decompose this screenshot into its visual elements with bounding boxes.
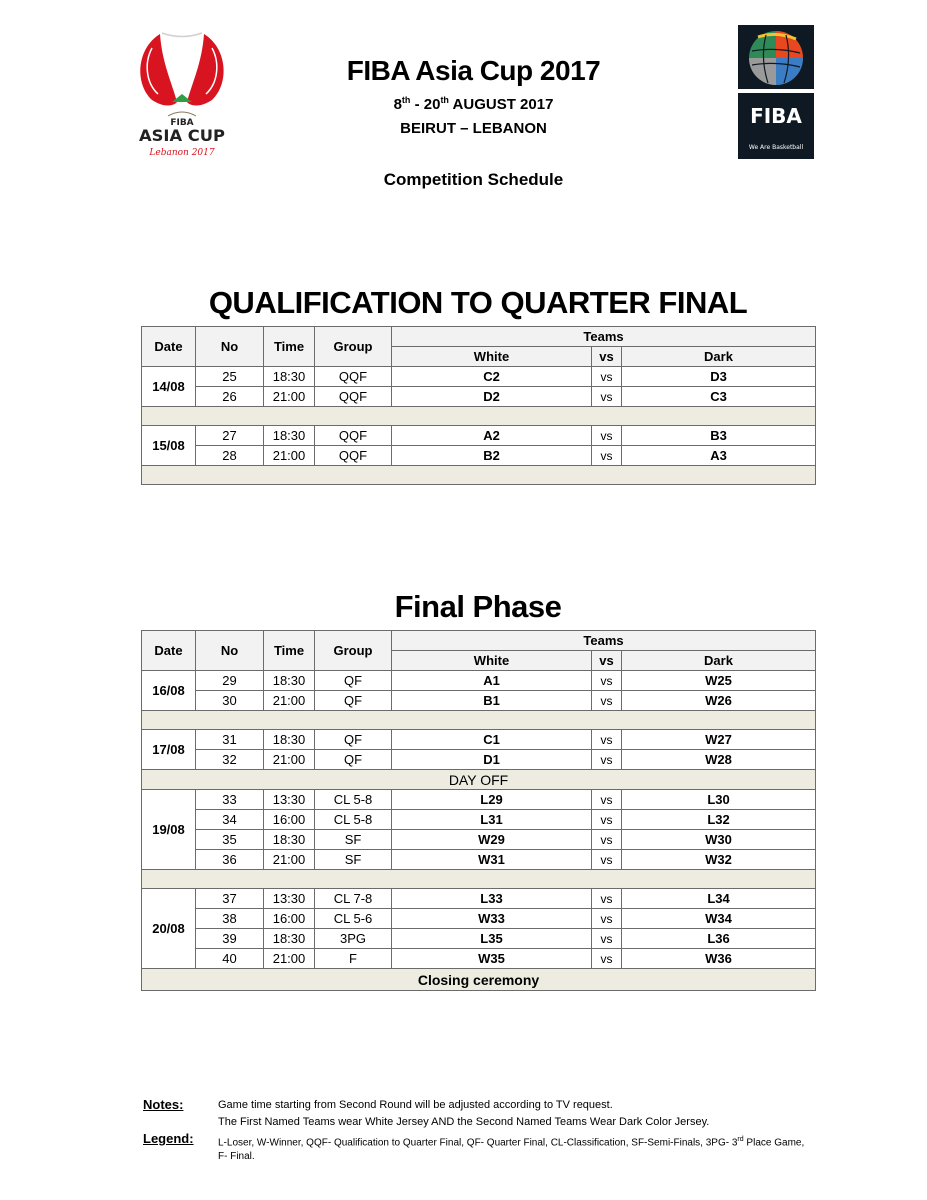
game-no: 27 bbox=[196, 426, 264, 446]
fiba-logo bbox=[738, 25, 814, 159]
game-group: QF bbox=[315, 730, 392, 750]
separator-row bbox=[142, 466, 816, 485]
event-dates: 8th - 20th AUGUST 2017 bbox=[393, 95, 554, 113]
fiba-brand-text: FIBA bbox=[750, 104, 802, 128]
logo-asia-cup-text: ASIA CUP bbox=[139, 126, 226, 145]
game-no: 36 bbox=[196, 850, 264, 870]
team-white: W33 bbox=[392, 909, 592, 929]
col-date: Date bbox=[142, 631, 196, 671]
game-time: 18:30 bbox=[264, 730, 315, 750]
game-no: 34 bbox=[196, 810, 264, 830]
table-row bbox=[142, 691, 816, 711]
vs-cell: vs bbox=[592, 909, 622, 929]
notes-label: Notes: bbox=[143, 1097, 184, 1112]
vs-cell: vs bbox=[592, 446, 622, 466]
table-row bbox=[142, 830, 816, 850]
game-no: 26 bbox=[196, 387, 264, 407]
game-no: 38 bbox=[196, 909, 264, 929]
col-group: Group bbox=[315, 631, 392, 671]
vs-cell: vs bbox=[592, 929, 622, 949]
game-time: 18:30 bbox=[264, 367, 315, 387]
game-time: 18:30 bbox=[264, 671, 315, 691]
game-time: 21:00 bbox=[264, 387, 315, 407]
legend-label: Legend: bbox=[143, 1131, 194, 1146]
separator-row bbox=[142, 407, 816, 426]
team-dark: W36 bbox=[622, 949, 816, 969]
team-dark: W30 bbox=[622, 830, 816, 850]
closing-ceremony-label: Closing ceremony bbox=[142, 969, 816, 991]
vs-cell: vs bbox=[592, 691, 622, 711]
team-dark: W28 bbox=[622, 750, 816, 770]
col-dark: Dark bbox=[622, 651, 816, 671]
vs-cell: vs bbox=[592, 850, 622, 870]
table-row bbox=[142, 909, 816, 929]
day-off-row bbox=[142, 770, 816, 790]
game-no: 39 bbox=[196, 929, 264, 949]
table-row bbox=[142, 671, 816, 691]
game-no: 30 bbox=[196, 691, 264, 711]
vs-cell: vs bbox=[592, 830, 622, 850]
col-dark: Dark bbox=[622, 347, 816, 367]
event-location: BEIRUT – LEBANON bbox=[400, 120, 547, 137]
team-dark: L32 bbox=[622, 810, 816, 830]
game-group: CL 7-8 bbox=[315, 889, 392, 909]
team-white: L29 bbox=[392, 790, 592, 810]
team-white: W29 bbox=[392, 830, 592, 850]
team-dark: W26 bbox=[622, 691, 816, 711]
game-group: SF bbox=[315, 830, 392, 850]
date-cell: 15/08 bbox=[142, 426, 196, 466]
game-group: 3PG bbox=[315, 929, 392, 949]
vs-cell: vs bbox=[592, 790, 622, 810]
game-time: 21:00 bbox=[264, 750, 315, 770]
game-time: 13:30 bbox=[264, 889, 315, 909]
final-phase-title: Final Phase bbox=[394, 589, 562, 624]
vs-cell: vs bbox=[592, 426, 622, 446]
fiba-tagline-text: We Are Basketball bbox=[748, 144, 804, 151]
team-white: L31 bbox=[392, 810, 592, 830]
table-row bbox=[142, 387, 816, 407]
game-group: QQF bbox=[315, 387, 392, 407]
team-dark: W32 bbox=[622, 850, 816, 870]
game-no: 40 bbox=[196, 949, 264, 969]
legend-line-2: F- Final. bbox=[218, 1151, 255, 1162]
vs-cell: vs bbox=[592, 949, 622, 969]
separator-row bbox=[142, 870, 816, 889]
game-time: 16:00 bbox=[264, 909, 315, 929]
team-dark: W25 bbox=[622, 671, 816, 691]
team-white: C1 bbox=[392, 730, 592, 750]
col-no: No bbox=[196, 631, 264, 671]
game-group: QQF bbox=[315, 367, 392, 387]
game-no: 35 bbox=[196, 830, 264, 850]
qualification-table bbox=[141, 326, 816, 485]
col-time: Time bbox=[264, 631, 315, 671]
team-dark: L36 bbox=[622, 929, 816, 949]
game-time: 21:00 bbox=[264, 446, 315, 466]
team-dark: D3 bbox=[622, 367, 816, 387]
game-time: 21:00 bbox=[264, 949, 315, 969]
team-white: W31 bbox=[392, 850, 592, 870]
vs-cell: vs bbox=[592, 387, 622, 407]
game-no: 25 bbox=[196, 367, 264, 387]
vs-cell: vs bbox=[592, 810, 622, 830]
game-no: 37 bbox=[196, 889, 264, 909]
col-group: Group bbox=[315, 327, 392, 367]
team-white: L33 bbox=[392, 889, 592, 909]
game-group: QF bbox=[315, 750, 392, 770]
vs-cell: vs bbox=[592, 671, 622, 691]
team-dark: L30 bbox=[622, 790, 816, 810]
qualification-title: QUALIFICATION TO QUARTER FINAL bbox=[208, 285, 748, 320]
table-row bbox=[142, 446, 816, 466]
col-vs: vs bbox=[592, 651, 622, 671]
table-row bbox=[142, 889, 816, 909]
table-row bbox=[142, 850, 816, 870]
game-time: 18:30 bbox=[264, 830, 315, 850]
vs-cell: vs bbox=[592, 889, 622, 909]
game-group: CL 5-8 bbox=[315, 810, 392, 830]
date-cell: 14/08 bbox=[142, 367, 196, 407]
date-cell: 19/08 bbox=[142, 790, 196, 870]
col-white: White bbox=[392, 347, 592, 367]
game-time: 16:00 bbox=[264, 810, 315, 830]
col-no: No bbox=[196, 327, 264, 367]
team-white: C2 bbox=[392, 367, 592, 387]
vs-cell: vs bbox=[592, 750, 622, 770]
game-time: 21:00 bbox=[264, 691, 315, 711]
game-group: CL 5-6 bbox=[315, 909, 392, 929]
col-date: Date bbox=[142, 327, 196, 367]
team-white: L35 bbox=[392, 929, 592, 949]
team-white: A1 bbox=[392, 671, 592, 691]
team-dark: C3 bbox=[622, 387, 816, 407]
game-time: 21:00 bbox=[264, 850, 315, 870]
team-white: D2 bbox=[392, 387, 592, 407]
table-row bbox=[142, 949, 816, 969]
game-time: 18:30 bbox=[264, 426, 315, 446]
team-dark: W27 bbox=[622, 730, 816, 750]
game-group: QF bbox=[315, 691, 392, 711]
table-row bbox=[142, 750, 816, 770]
game-group: QQF bbox=[315, 446, 392, 466]
team-white: A2 bbox=[392, 426, 592, 446]
table-row bbox=[142, 426, 816, 446]
notes-line-1: Game time starting from Second Round will be adjusted according to TV request. bbox=[218, 1099, 613, 1111]
game-no: 33 bbox=[196, 790, 264, 810]
team-white: W35 bbox=[392, 949, 592, 969]
col-vs: vs bbox=[592, 347, 622, 367]
date-cell: 17/08 bbox=[142, 730, 196, 770]
game-no: 31 bbox=[196, 730, 264, 750]
col-teams: Teams bbox=[392, 631, 816, 651]
page-subtitle: Competition Schedule bbox=[383, 170, 564, 189]
team-dark: A3 bbox=[622, 446, 816, 466]
game-group: CL 5-8 bbox=[315, 790, 392, 810]
closing-ceremony-row bbox=[142, 969, 816, 991]
date-cell: 16/08 bbox=[142, 671, 196, 711]
team-white: B2 bbox=[392, 446, 592, 466]
legend-line-1: L-Loser, W-Winner, QQF- Qualification to Quarter Final, QF- Quarter Final, CL-Classification, SF-Semi-Finals, 3PG- 3rd Place Game, bbox=[218, 1136, 805, 1149]
team-white: B1 bbox=[392, 691, 592, 711]
table-row bbox=[142, 790, 816, 810]
table-row bbox=[142, 810, 816, 830]
game-group: QQF bbox=[315, 426, 392, 446]
table-row bbox=[142, 367, 816, 387]
page-title: FIBA Asia Cup 2017 bbox=[346, 55, 601, 86]
game-time: 13:30 bbox=[264, 790, 315, 810]
separator-row bbox=[142, 711, 816, 730]
vs-cell: vs bbox=[592, 730, 622, 750]
game-group: SF bbox=[315, 850, 392, 870]
team-dark: B3 bbox=[622, 426, 816, 446]
game-no: 28 bbox=[196, 446, 264, 466]
final-phase-table bbox=[141, 630, 816, 991]
logo-lebanon-text: Lebanon 2017 bbox=[149, 148, 215, 158]
game-group: F bbox=[315, 949, 392, 969]
game-group: QF bbox=[315, 671, 392, 691]
team-white: D1 bbox=[392, 750, 592, 770]
col-time: Time bbox=[264, 327, 315, 367]
col-teams: Teams bbox=[392, 327, 816, 347]
game-no: 29 bbox=[196, 671, 264, 691]
logo-fiba-text: FIBA bbox=[170, 118, 194, 128]
notes-line-2: The First Named Teams wear White Jersey AND the Second Named Teams Wear Dark Color Jersey. bbox=[218, 1116, 710, 1128]
date-cell: 20/08 bbox=[142, 889, 196, 969]
table-row bbox=[142, 730, 816, 750]
game-time: 18:30 bbox=[264, 929, 315, 949]
fiba-asia-cup-logo bbox=[132, 28, 232, 168]
vs-cell: vs bbox=[592, 367, 622, 387]
team-dark: L34 bbox=[622, 889, 816, 909]
day-off-label: DAY OFF bbox=[142, 770, 816, 790]
col-white: White bbox=[392, 651, 592, 671]
team-dark: W34 bbox=[622, 909, 816, 929]
table-row bbox=[142, 929, 816, 949]
game-no: 32 bbox=[196, 750, 264, 770]
